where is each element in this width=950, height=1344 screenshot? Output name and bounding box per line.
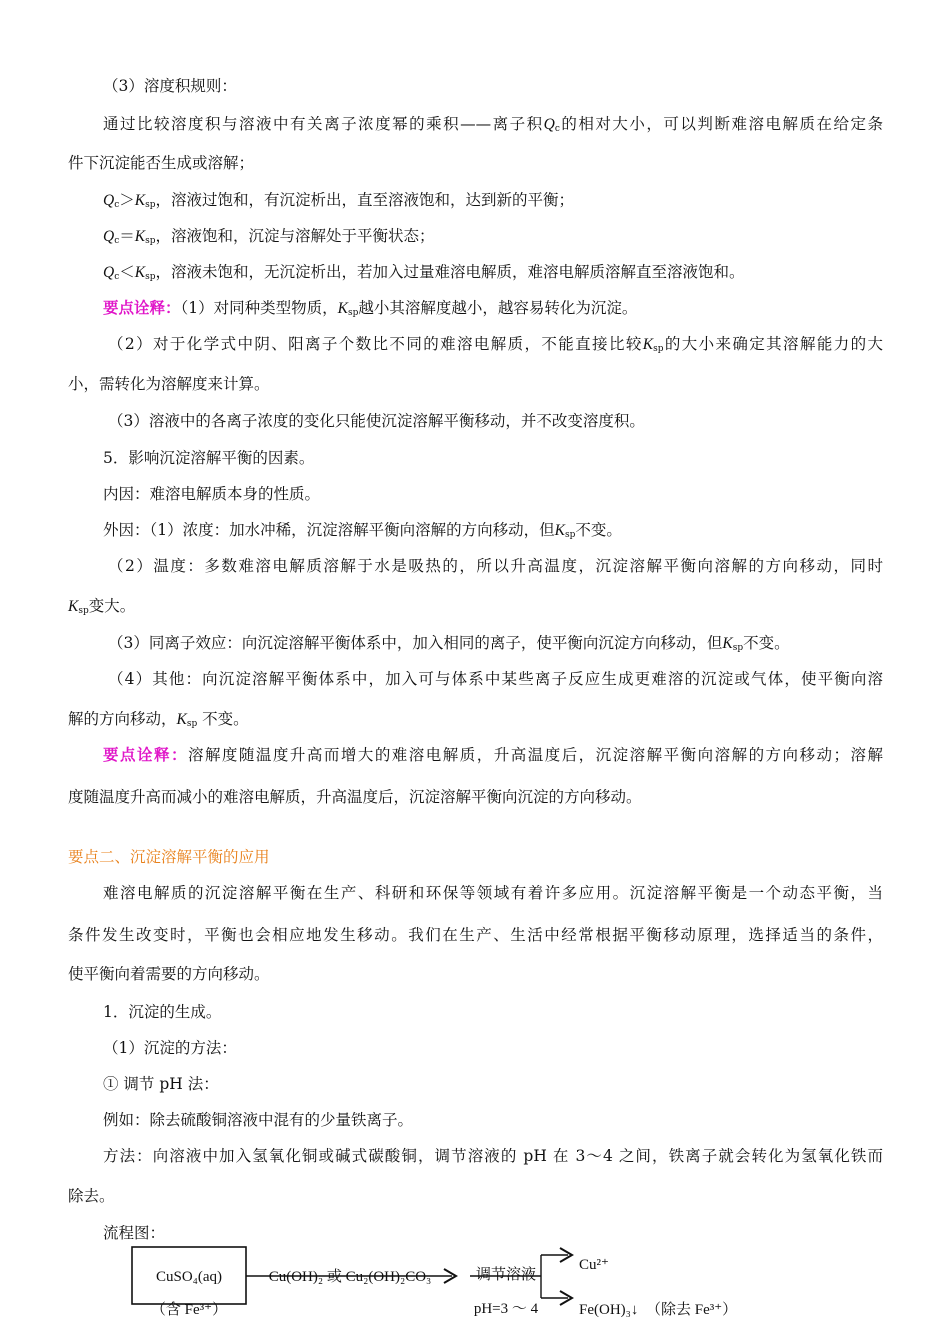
paragraph-line: （4）其他：向沉淀溶解平衡体系中，加入可与体系中某些离子反应生成更难溶的沉淀或气体，使平衡向溶: [108, 670, 883, 688]
note-line: 要点诠释：溶解度随温度升高而增大的难溶电解质，升高温度后，沉淀溶解平衡向溶解的方向移动；溶解: [103, 745, 883, 764]
note-line: 要点诠释：（1）对同种类型物质，$K_{sp}$越小其溶解度越小，越容易转化为沉淀。: [103, 298, 638, 318]
paragraph-line: 解的方向移动，$K_{sp}$ 不变。: [68, 710, 249, 729]
note-line: （3）溶液中的各离子浓度的变化只能使沉淀溶解平衡移动，并不改变溶度积。: [108, 412, 645, 430]
paragraph-line: （2）温度：多数难溶电解质溶解于水是吸热的，所以升高温度，沉淀溶解平衡向溶解的方向移动，同时: [108, 557, 883, 575]
flow-output-cu: Cu²⁺: [579, 1257, 609, 1273]
paragraph-line: 外因：（1）浓度：加水冲稀，沉淀溶解平衡向溶解的方向移动，但$K_{sp}$不变。: [103, 521, 622, 540]
note-label: 要点诠释：: [103, 745, 188, 764]
paragraph-line: 例如：除去硫酸铜溶液中混有的少量铁离子。: [103, 1111, 414, 1129]
paragraph-line: 内因：难溶电解质本身的性质。: [103, 485, 321, 503]
rule-item: $Q_c<K_{sp}$，溶液未饱和，无沉淀析出，若加入过量难溶电解质，难溶电解质溶解直至溶液饱和。: [103, 263, 745, 282]
paragraph-line: 除去。: [68, 1187, 115, 1205]
section-heading: 要点二、沉淀溶解平衡的应用: [68, 848, 270, 866]
flow-output-note: （除去 Fe³⁺）: [646, 1302, 738, 1318]
paragraph-line: 通过比较溶度积与溶液中有关离子浓度幂的乘积——离子积$Q_c$的相对大小，可以判断难溶电解质在给定条: [103, 115, 883, 134]
flow-adjust-label: 调节溶液: [475, 1267, 537, 1283]
paragraph-line: 件下沉淀能否生成或溶解；: [68, 154, 255, 172]
note-line: 小，需转化为溶解度来计算。: [68, 375, 270, 393]
flow-arrowhead: [560, 1291, 572, 1305]
paragraph-line: 流程图：: [103, 1224, 166, 1242]
paragraph-line: （3）同离子效应：向沉淀溶解平衡体系中，加入相同的离子，使平衡向沉淀方向移动，但$K_{sp}$不变。: [108, 634, 790, 653]
flow-output-feoh3: Fe(OH)₃↓: [579, 1302, 639, 1318]
flow-arrowhead: [560, 1248, 572, 1262]
flow-ph-label: pH=3 ～ 4: [473, 1301, 539, 1317]
note-label: 要点诠释：: [103, 298, 181, 317]
rule-heading: （3）溶度积规则：: [103, 77, 237, 95]
paragraph-line: $K_{sp}$变大。: [68, 597, 136, 616]
list-heading: 1．沉淀的生成。: [103, 1003, 222, 1021]
rule-item: $Q_c=K_{sp}$，溶液饱和，沉淀与溶解处于平衡状态；: [103, 227, 435, 246]
paragraph-line: 条件发生改变时，平衡也会相应地发生移动。我们在生产、生活中经常根据平衡移动原理，选择适当的条件，: [68, 926, 883, 944]
flow-box-sublabel: （含 Fe³⁺）: [150, 1302, 228, 1318]
note-line: （2）对于化学式中阴、阳离子个数比不同的难溶电解质，不能直接比较$K_{sp}$的大小来确定其溶解能力的大: [108, 335, 883, 354]
flow-box: [132, 1247, 246, 1304]
flow-arrowhead: [444, 1269, 456, 1283]
flow-reagent-label: Cu(OH)₂ 或 Cu₂(OH)₂CO₃: [268, 1269, 432, 1285]
note-line: 度随温度升高而减小的难溶电解质，升高温度后，沉淀溶解平衡向沉淀的方向移动。: [68, 788, 642, 806]
list-heading: ① 调节 pH 法：: [103, 1075, 219, 1093]
flow-box-label: CuSO₄(aq): [155, 1269, 223, 1285]
rule-item: $Q_c>K_{sp}$，溶液过饱和，有沉淀析出，直至溶液饱和，达到新的平衡；: [103, 191, 575, 210]
list-heading: （1）沉淀的方法：: [103, 1039, 237, 1057]
paragraph-line: 方法：向溶液中加入氢氧化铜或碱式碳酸铜，调节溶液的 pH 在 3～4 之间，铁离子就会转化为氢氧化铁而: [103, 1147, 883, 1165]
paragraph-line: 难溶电解质的沉淀溶解平衡在生产、科研和环保等领域有着许多应用。沉淀溶解平衡是一个动态平衡，当: [103, 884, 883, 902]
section-item-heading: 5．影响沉淀溶解平衡的因素。: [103, 449, 315, 467]
paragraph-line: 使平衡向着需要的方向移动。: [68, 965, 270, 983]
